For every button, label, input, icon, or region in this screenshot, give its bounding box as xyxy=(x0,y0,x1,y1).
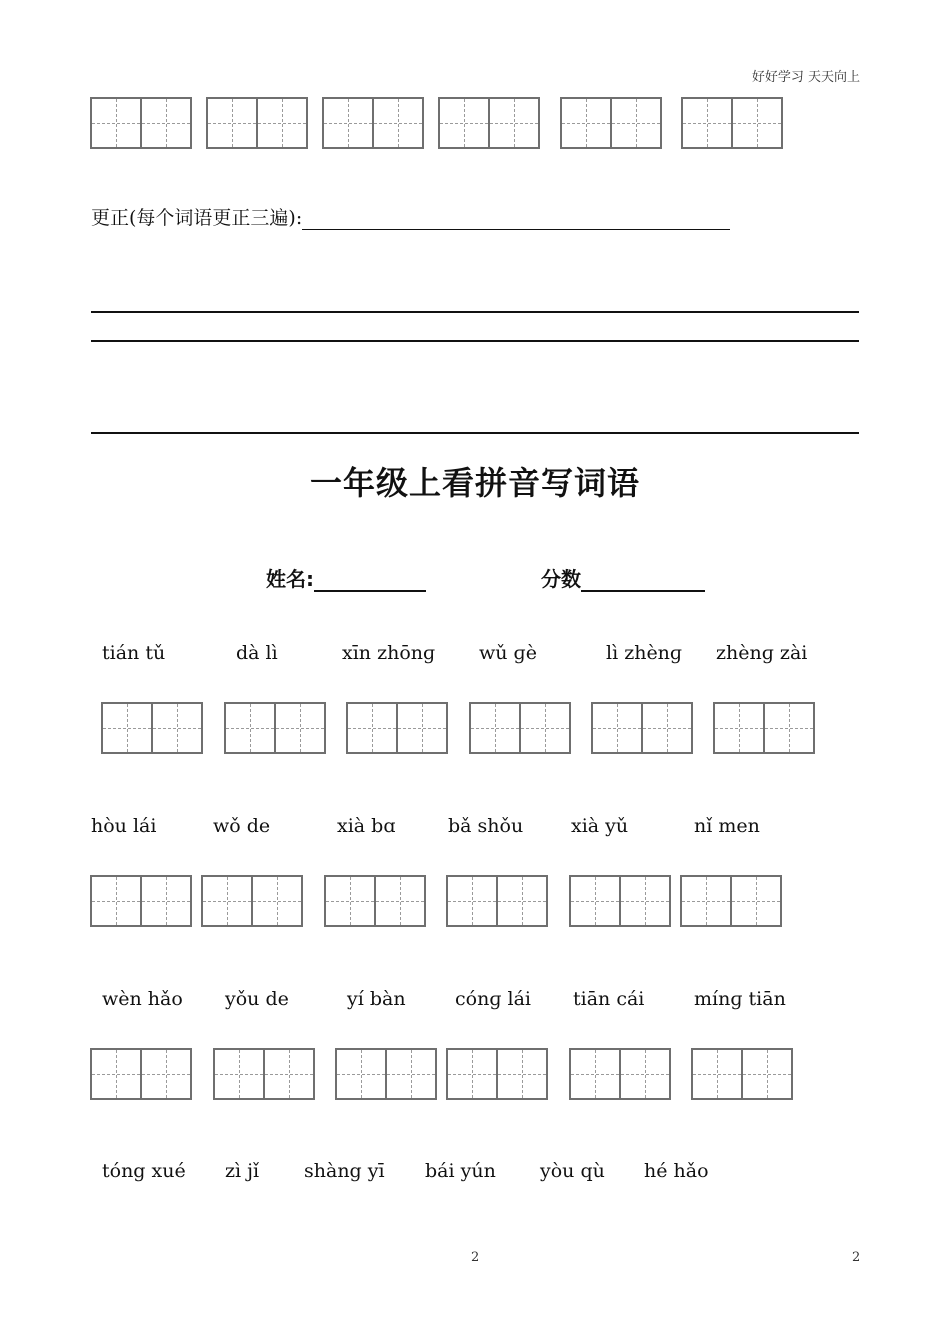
pinyin-word: wǔ ɡè xyxy=(479,642,537,664)
writing-box[interactable] xyxy=(324,875,426,927)
answer-grid-row-1 xyxy=(0,702,950,752)
writing-box[interactable] xyxy=(591,702,693,754)
pinyin-word: bǎ shǒu xyxy=(448,815,524,837)
writing-line[interactable] xyxy=(91,311,859,313)
pinyin-word: nǐ men xyxy=(694,815,760,837)
writing-box[interactable] xyxy=(90,97,192,149)
writing-box[interactable] xyxy=(201,875,303,927)
writing-box[interactable] xyxy=(446,875,548,927)
pinyin-word: cónɡ lái xyxy=(455,988,531,1010)
writing-box[interactable] xyxy=(560,97,662,149)
answer-grid-row-3 xyxy=(0,1048,950,1098)
pinyin-word: tián tǔ xyxy=(102,642,166,664)
writing-box[interactable] xyxy=(322,97,424,149)
pinyin-word: zhènɡ zài xyxy=(716,642,808,664)
pinyin-word: bái yún xyxy=(425,1160,496,1182)
correction-prompt xyxy=(91,203,730,230)
writing-box[interactable] xyxy=(446,1048,548,1100)
name-label: 姓名: xyxy=(266,567,314,591)
pinyin-word: yòu qù xyxy=(540,1160,605,1182)
pinyin-word: hé hǎo xyxy=(644,1160,709,1182)
header-motto: 好好学习 天天向上 xyxy=(751,70,860,85)
writing-box[interactable] xyxy=(569,875,671,927)
pinyin-word: wèn hǎo xyxy=(102,988,183,1010)
pinyin-word: shàng yī xyxy=(304,1160,385,1182)
score-label: 分数 xyxy=(541,567,581,591)
answer-grid-row-2 xyxy=(0,875,950,925)
pinyin-word: yǒu de xyxy=(225,988,289,1010)
pinyin-word: xīn zhōnɡ xyxy=(342,642,436,664)
answer-grid-row-0 xyxy=(0,97,950,147)
writing-box[interactable] xyxy=(713,702,815,754)
writing-box[interactable] xyxy=(206,97,308,149)
name-field xyxy=(266,563,426,592)
name-blank[interactable] xyxy=(314,570,426,592)
writing-box[interactable] xyxy=(224,702,326,754)
pinyin-word: zì jǐ xyxy=(225,1160,260,1182)
pinyin-word: tóng xué xyxy=(102,1160,186,1182)
writing-line[interactable] xyxy=(91,340,859,342)
pinyin-word: hòu lái xyxy=(91,815,157,837)
writing-box[interactable] xyxy=(469,702,571,754)
writing-box[interactable] xyxy=(346,702,448,754)
writing-box[interactable] xyxy=(213,1048,315,1100)
worksheet-title: 一年级上看拼音写词语 xyxy=(309,464,640,502)
writing-box[interactable] xyxy=(681,97,783,149)
writing-box[interactable] xyxy=(90,1048,192,1100)
writing-line[interactable] xyxy=(91,432,859,434)
writing-box[interactable] xyxy=(438,97,540,149)
writing-box[interactable] xyxy=(101,702,203,754)
writing-box[interactable] xyxy=(691,1048,793,1100)
correction-label: 更正(每个词语更正三遍): xyxy=(91,207,303,229)
writing-box[interactable] xyxy=(680,875,782,927)
pinyin-word: tiān cái xyxy=(573,988,645,1010)
pinyin-word: xià bɑ xyxy=(337,815,396,837)
pinyin-word: yí bàn xyxy=(347,988,406,1010)
writing-box[interactable] xyxy=(335,1048,437,1100)
pinyin-word: mínɡ tiān xyxy=(694,988,786,1010)
correction-blank[interactable] xyxy=(302,209,730,230)
page-number-center: 2 xyxy=(471,1250,480,1265)
score-blank[interactable] xyxy=(581,570,705,592)
page-number-right: 2 xyxy=(852,1250,861,1265)
score-field xyxy=(541,563,705,592)
writing-box[interactable] xyxy=(90,875,192,927)
pinyin-word: lì zhènɡ xyxy=(606,642,683,664)
writing-box[interactable] xyxy=(569,1048,671,1100)
pinyin-word: dà lì xyxy=(236,642,278,664)
pinyin-word: wǒ de xyxy=(213,815,271,837)
pinyin-word: xià yǔ xyxy=(571,815,629,837)
